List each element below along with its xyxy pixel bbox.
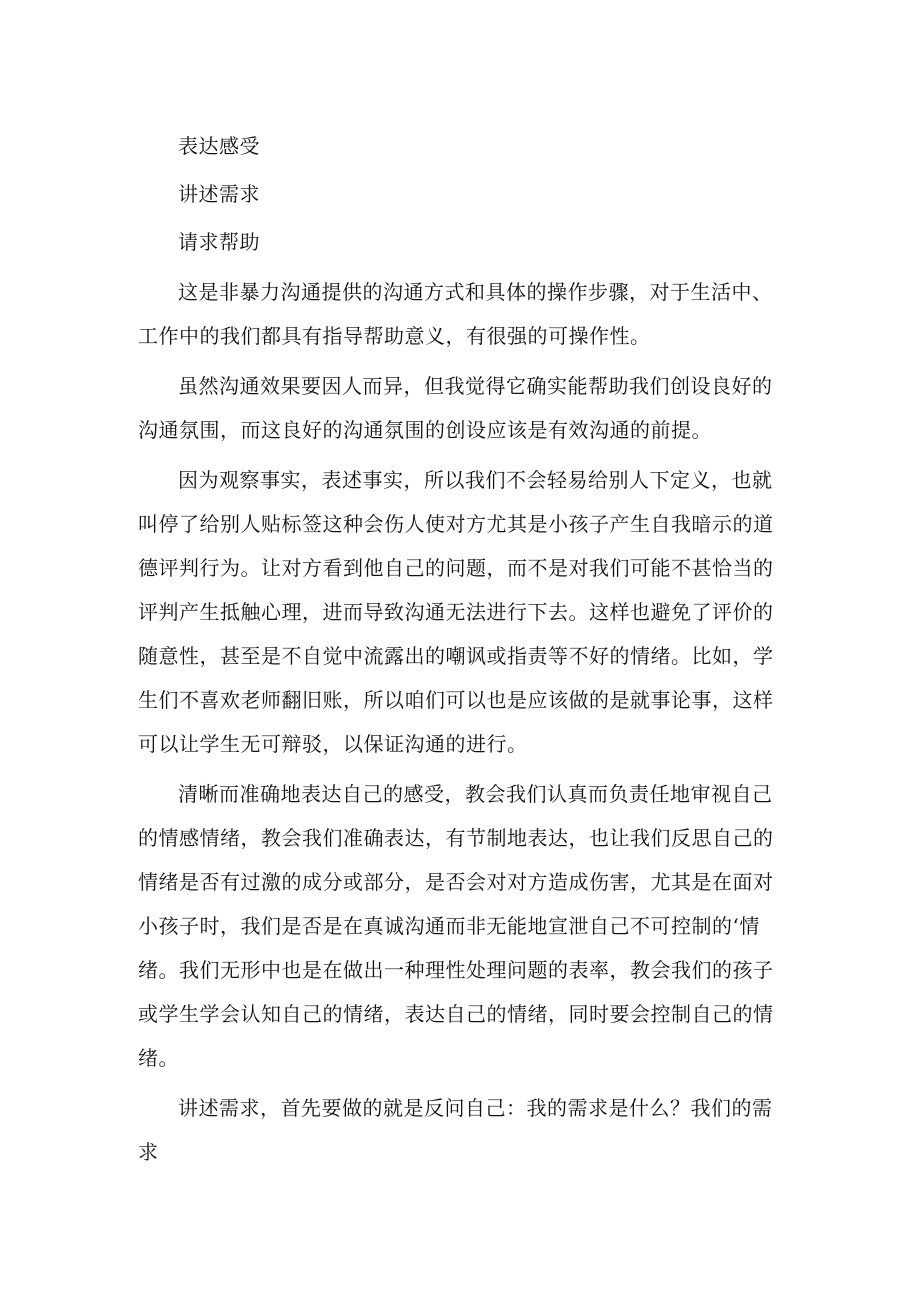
paragraph-1: 这是非暴力沟通提供的沟通方式和具体的操作步骤，对于生活中、工作中的我们都具有指导帮助意义，有很强的可操作性。 <box>138 280 773 348</box>
list-line-express-feelings: 表达感受 <box>178 134 260 158</box>
list-line-request-help: 请求帮助 <box>178 230 260 254</box>
paragraph-3: 因为观察事实，表述事实，所以我们不会轻易给别人下定义，也就叫停了给别人贴标签这种会伤人使对方尤其是小孩子产生自我暗示的道德评判行为。让对方看到他自己的问题，而不是对我们可能不甚恰当的评判产生抵触心理，进而导致沟通无法进行下去。这样也避免了评价的随意性，甚至是不自觉中流露出的嘲讽或指责等不好的情绪。比如，学生们不喜欢老师翻旧账，所以咱们可以也是应该做的是就事论事，这样可以让学生无可辩驳，以保证沟通的进行。 <box>138 468 774 756</box>
paragraph-5: 讲述需求，首先要做的就是反问自己：我的需求是什么？我们的需求 <box>138 1096 773 1164</box>
list-line-state-needs: 讲述需求 <box>178 182 260 206</box>
paragraph-4: 清晰而准确地表达自己的感受，教会我们认真而负责任地审视自己的情感情绪，教会我们准确表达，有节制地表达，也让我们反思自己的情绪是否有过激的成分或部分，是否会对对方造成伤害，尤其是在面对小孩子时，我们是否是在真诚沟通而非无能地宣泄自己不可控制的‘情绪。我们无形中也是在做出一种理性处理问题的表率，教会我们的孩子或学生学会认知自己的情绪，表达自己的情绪，同时要会控制自己的情绪。 <box>138 782 774 1070</box>
paragraph-2: 虽然沟通效果要因人而异，但我觉得它确实能帮助我们创设良好的沟通氛围，而这良好的沟通氛围的创设应该是有效沟通的前提。 <box>138 374 773 442</box>
document-body <box>138 124 792 1174</box>
